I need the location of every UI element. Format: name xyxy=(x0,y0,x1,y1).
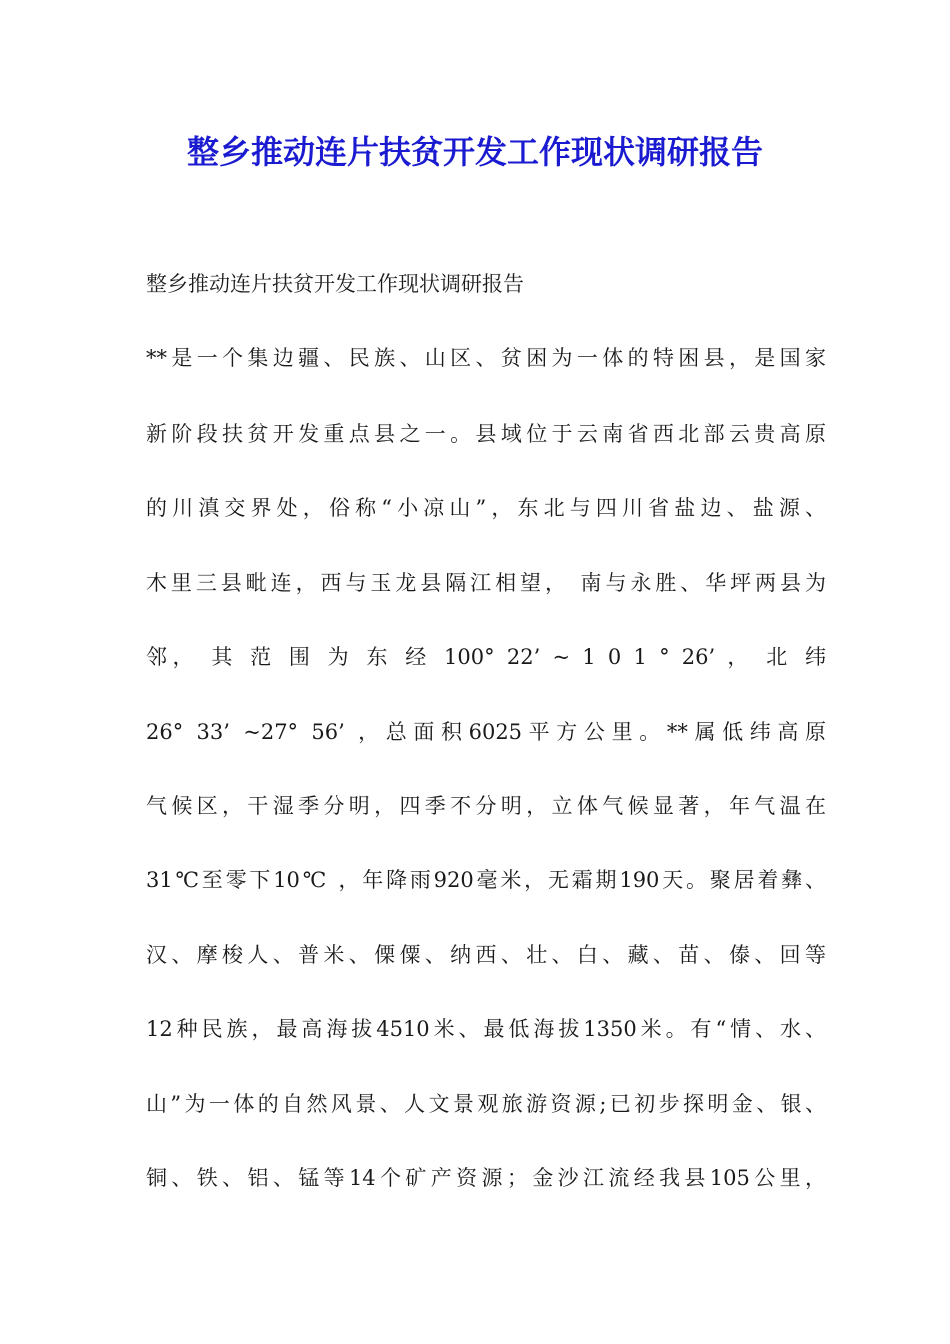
body-line-8: 31℃至零下10℃ ，年降雨920毫米，无霜期190天。聚居着彝、 xyxy=(146,868,826,892)
document-subtitle: 整乡推动连片扶贫开发工作现状调研报告 xyxy=(146,272,524,296)
body-line-12: 铜、铁、铝、锰等14个矿产资源；金沙江流经我县105公里， xyxy=(146,1166,826,1190)
body-line-6: 26° 33’ ~27° 56’ ，总面积6025平方公里。**属低纬高原 xyxy=(146,720,826,744)
body-line-4: 木里三县毗连，西与玉龙县隔江相望， 南与永胜、华坪两县为 xyxy=(146,571,826,595)
body-line-9: 汉、摩梭人、普米、傈僳、纳西、壮、白、藏、苗、傣、回等 xyxy=(146,943,826,967)
body-line-3: 的川滇交界处，俗称“小凉山”，东北与四川省盐边、盐源、 xyxy=(146,496,826,520)
document-title: 整乡推动连片扶贫开发工作现状调研报告 xyxy=(186,133,763,171)
body-line-1: **是一个集边疆、民族、山区、贫困为一体的特困县，是国家 xyxy=(146,346,826,370)
body-line-7: 气候区，干湿季分明，四季不分明，立体气候显著，年气温在 xyxy=(146,794,826,818)
body-line-2: 新阶段扶贫开发重点县之一。县域位于云南省西北部云贵高原 xyxy=(146,422,826,446)
body-line-5: 邻， 其 范 围 为 东 经 100° 22’ ~ 1 0 1 ° 26’ ， 北 纬 xyxy=(146,645,826,669)
body-line-10: 12种民族，最高海拔4510米、最低海拔1350米。有“情、水、 xyxy=(146,1017,826,1041)
body-line-11: 山”为一体的自然风景、人文景观旅游资源;已初步探明金、银、 xyxy=(146,1092,826,1116)
